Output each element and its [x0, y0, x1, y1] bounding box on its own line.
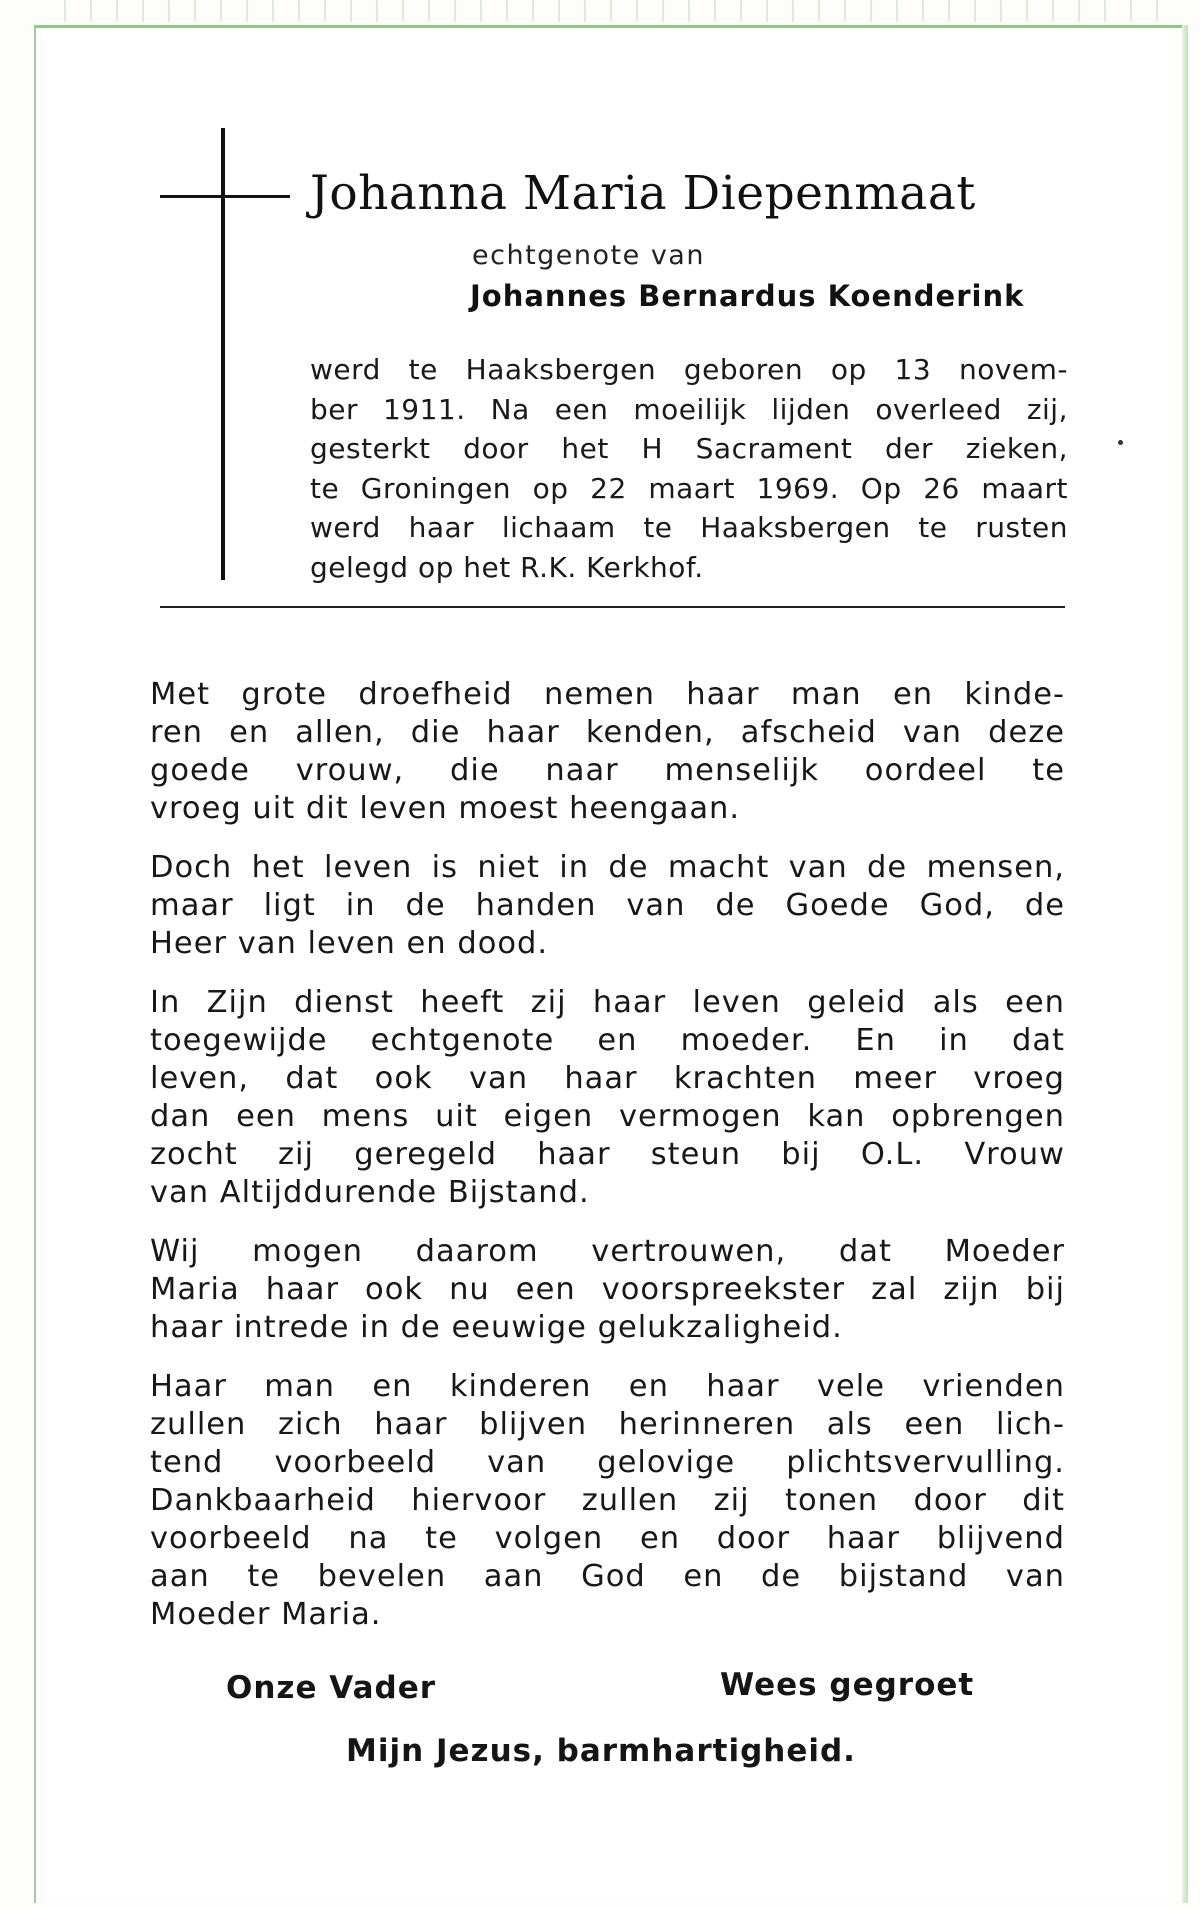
- text-line: ren en allen, die haar kenden, afscheid van deze: [150, 715, 1065, 750]
- text-line: Moeder Maria.: [150, 1597, 382, 1632]
- text-line: dan een mens uit eigen vermogen kan opbrengen: [150, 1099, 1065, 1134]
- bio-line: gelegd op het R.K. Kerkhof.: [310, 550, 704, 584]
- text-line: tend voorbeeld van gelovige plichtsvervulling.: [150, 1445, 1065, 1480]
- text-line: Wij mogen daarom vertrouwen, dat Moeder: [150, 1234, 1065, 1269]
- text-line: vroeg uit dit leven moest heengaan.: [150, 791, 741, 826]
- text-line: In Zijn dienst heeft zij haar leven geleid als een: [150, 985, 1065, 1020]
- bio-line: werd te Haaksbergen geboren op 13 novem-: [310, 353, 1068, 386]
- paragraph: [150, 676, 1065, 828]
- text-line: toegewijde echtgenote en moeder. En in dat: [150, 1023, 1065, 1058]
- prayer-wees-gegroet: Wees gegroet: [720, 1667, 975, 1703]
- prayer-onze-vader: Onze Vader: [226, 1670, 437, 1706]
- paragraph: [150, 1233, 1065, 1347]
- text-line: Heer van leven en dood.: [150, 926, 549, 961]
- section-divider: [160, 606, 1065, 608]
- bio-line: te Groningen op 22 maart 1969. Op 26 maart: [310, 471, 1068, 505]
- bio-line: gesterkt door het H Sacrament der zieken,: [310, 432, 1068, 465]
- text-line: Dankbaarheid hiervoor zullen zij tonen door dit: [150, 1483, 1065, 1518]
- paragraph: [150, 849, 1065, 963]
- text-line: aan te bevelen aan God en de bijstand van: [150, 1559, 1065, 1594]
- bio-line: ber 1911. Na een moeilijk lijden overleed zij,: [310, 392, 1068, 426]
- biography: [310, 350, 1068, 587]
- text-line: leven, dat ook van haar krachten meer vroeg: [150, 1061, 1065, 1096]
- text-line: goede vrouw, die naar menselijk oordeel te: [150, 753, 1065, 788]
- cross-icon-horizontal: [160, 195, 290, 198]
- text-line: Haar man en kinderen en haar vele vrienden: [150, 1369, 1065, 1404]
- spouse-name: Johannes Bernardus Koenderink: [470, 279, 1025, 313]
- text-line: Doch het leven is niet in de macht van de mensen,: [150, 850, 1065, 885]
- memorial-text: [150, 676, 1065, 1655]
- deceased-name: Johanna Maria Diepenmaat: [310, 166, 976, 221]
- text-line: haar intrede in de eeuwige gelukzaligheid.: [150, 1310, 843, 1345]
- paragraph: [150, 984, 1065, 1212]
- card-green-edge: [1182, 25, 1188, 1903]
- bio-line: werd haar lichaam te Haaksbergen te rusten: [310, 511, 1068, 544]
- print-speck: [1118, 440, 1123, 445]
- text-line: maar ligt in de handen van de Goede God, de: [150, 888, 1065, 923]
- text-line: Met grote droefheid nemen haar man en kinde-: [150, 677, 1065, 712]
- prayer-mijn-jezus: Mijn Jezus, barmhartigheid.: [346, 1733, 856, 1769]
- text-line: zullen zich haar blijven herinneren als een lich-: [150, 1407, 1065, 1442]
- text-line: Maria haar ook nu een voorspreekster zal zijn bij: [150, 1272, 1065, 1307]
- scan-edge-marks: [40, 0, 1160, 22]
- text-line: zocht zij geregeld haar steun bij O.L. Vrouw: [150, 1137, 1065, 1172]
- text-line: voorbeeld na te volgen en door haar blijvend: [150, 1521, 1065, 1556]
- spouse-label: echtgenote van: [472, 240, 705, 271]
- text-line: van Altijddurende Bijstand.: [150, 1175, 590, 1210]
- paragraph: [150, 1368, 1065, 1634]
